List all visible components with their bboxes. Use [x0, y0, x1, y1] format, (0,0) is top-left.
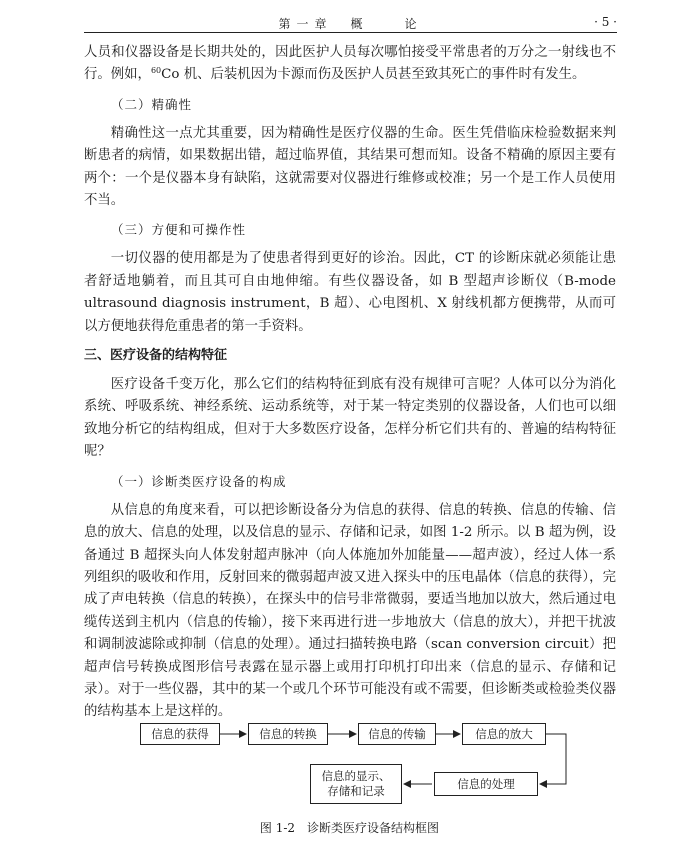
- paragraph-structure-intro: 医疗设备千变万化，那么它们的结构特征到底有没有规律可言呢？人体可以分为消化系统、呼吸系统、神经系统、运动系统等，对于某一特定类别的仪器设备，人们也可以细致地分析它的结构组成，但对于大多数医疗设备，怎样分析它们共有的、普遍的结构特征呢？: [84, 377, 616, 460]
- paragraph-diagnostic: 从信息的角度来看，可以把诊断设备分为信息的获得、信息的转换、信息的传输、信息的放大、信息的处理，以及信息的显示、存储和记录，如图 1-2 所示。以 B 超为例，设备通过 B 超探头向人体发射超声脉冲（向人体施加外加能量——超声波），经过人体一系列组织的吸收和作用，反射回来的微弱超声波又进入探头中的压电晶体（信息的获得），完成了声电转换（信息的转换），在探头中的信号非常微弱，要适当地加以放大，然后通过电缆传送到主机内（信息的传输），接下来再进行进一步地放大（信息的放大），并把干扰波和调制波滤除或抑制（信息的处理）。通过扫描转换电路（scan conversion circuit）把超声信号转换成图形信号表露在显示器上或用打印机打印出来（信息的显示、存储和记录）。对于一些仪器，其中的某一个或几个环节可能没有或不需要，但诊断类或检验类仪器的结构基本上是这样的。: [84, 502, 616, 720]
- section-heading-structure: 三、医疗设备的结构特征: [84, 348, 228, 364]
- box-acquisition: 信息的获得: [140, 723, 220, 745]
- page-body: [84, 42, 616, 724]
- paragraph-safety-end: 人员和仪器设备是长期共处的，因此医护人员每次哪怕接受平常患者的万分之一射线也不行。例如，$^{60}$Co 机、后装机因为卡源而伤及医护人员甚至致其死亡的事件时有发生。: [84, 45, 616, 83]
- subheading-accuracy: （二）精确性: [111, 96, 193, 112]
- figure-caption: 图 1-2 诊断类医疗设备结构框图: [259, 821, 440, 835]
- running-header: [84, 12, 617, 33]
- box-processing: 信息的处理: [434, 772, 538, 796]
- page-number: · 5 ·: [594, 15, 617, 29]
- box-transmission: 信息的传输: [358, 723, 436, 745]
- paragraph-accuracy: 精确性这一点尤其重要，因为精确性是医疗仪器的生命。医生凭借临床检验数据来判断患者的病情，如果数据出错，超过临界值，其结果可想而知。设备不精确的原因主要有两个：一个是仪器本身有缺陷，这就需要对仪器进行维修或校准；另一个是工作人员使用不当。: [84, 125, 616, 209]
- chapter-title: 第一章 概 论: [278, 17, 423, 31]
- box-display-storage: 信息的显示、 存储和记录: [310, 764, 402, 804]
- structure-block-diagram: [84, 720, 616, 804]
- subheading-convenience: （三）方便和可操作性: [111, 222, 247, 238]
- paragraph-convenience: 一切仪器的使用都是为了使患者得到更好的诊治。因此，CT 的诊断床就必须能让患者舒适地躺着，而且其可自由地伸缩。有些仪器设备，如 B 型超声诊断仪（B-mode ultrasound diagnosis instrument，B 超）、心电图机、X 射线机都方便携带，从而可以方便地获得危重患者的第一手资料。: [84, 251, 616, 334]
- isotope-superscript: 60: [150, 66, 162, 76]
- box-conversion: 信息的转换: [248, 723, 328, 745]
- box-amplification: 信息的放大: [462, 723, 546, 745]
- subheading-diagnostic: （一）诊断类医疗设备的构成: [111, 473, 287, 489]
